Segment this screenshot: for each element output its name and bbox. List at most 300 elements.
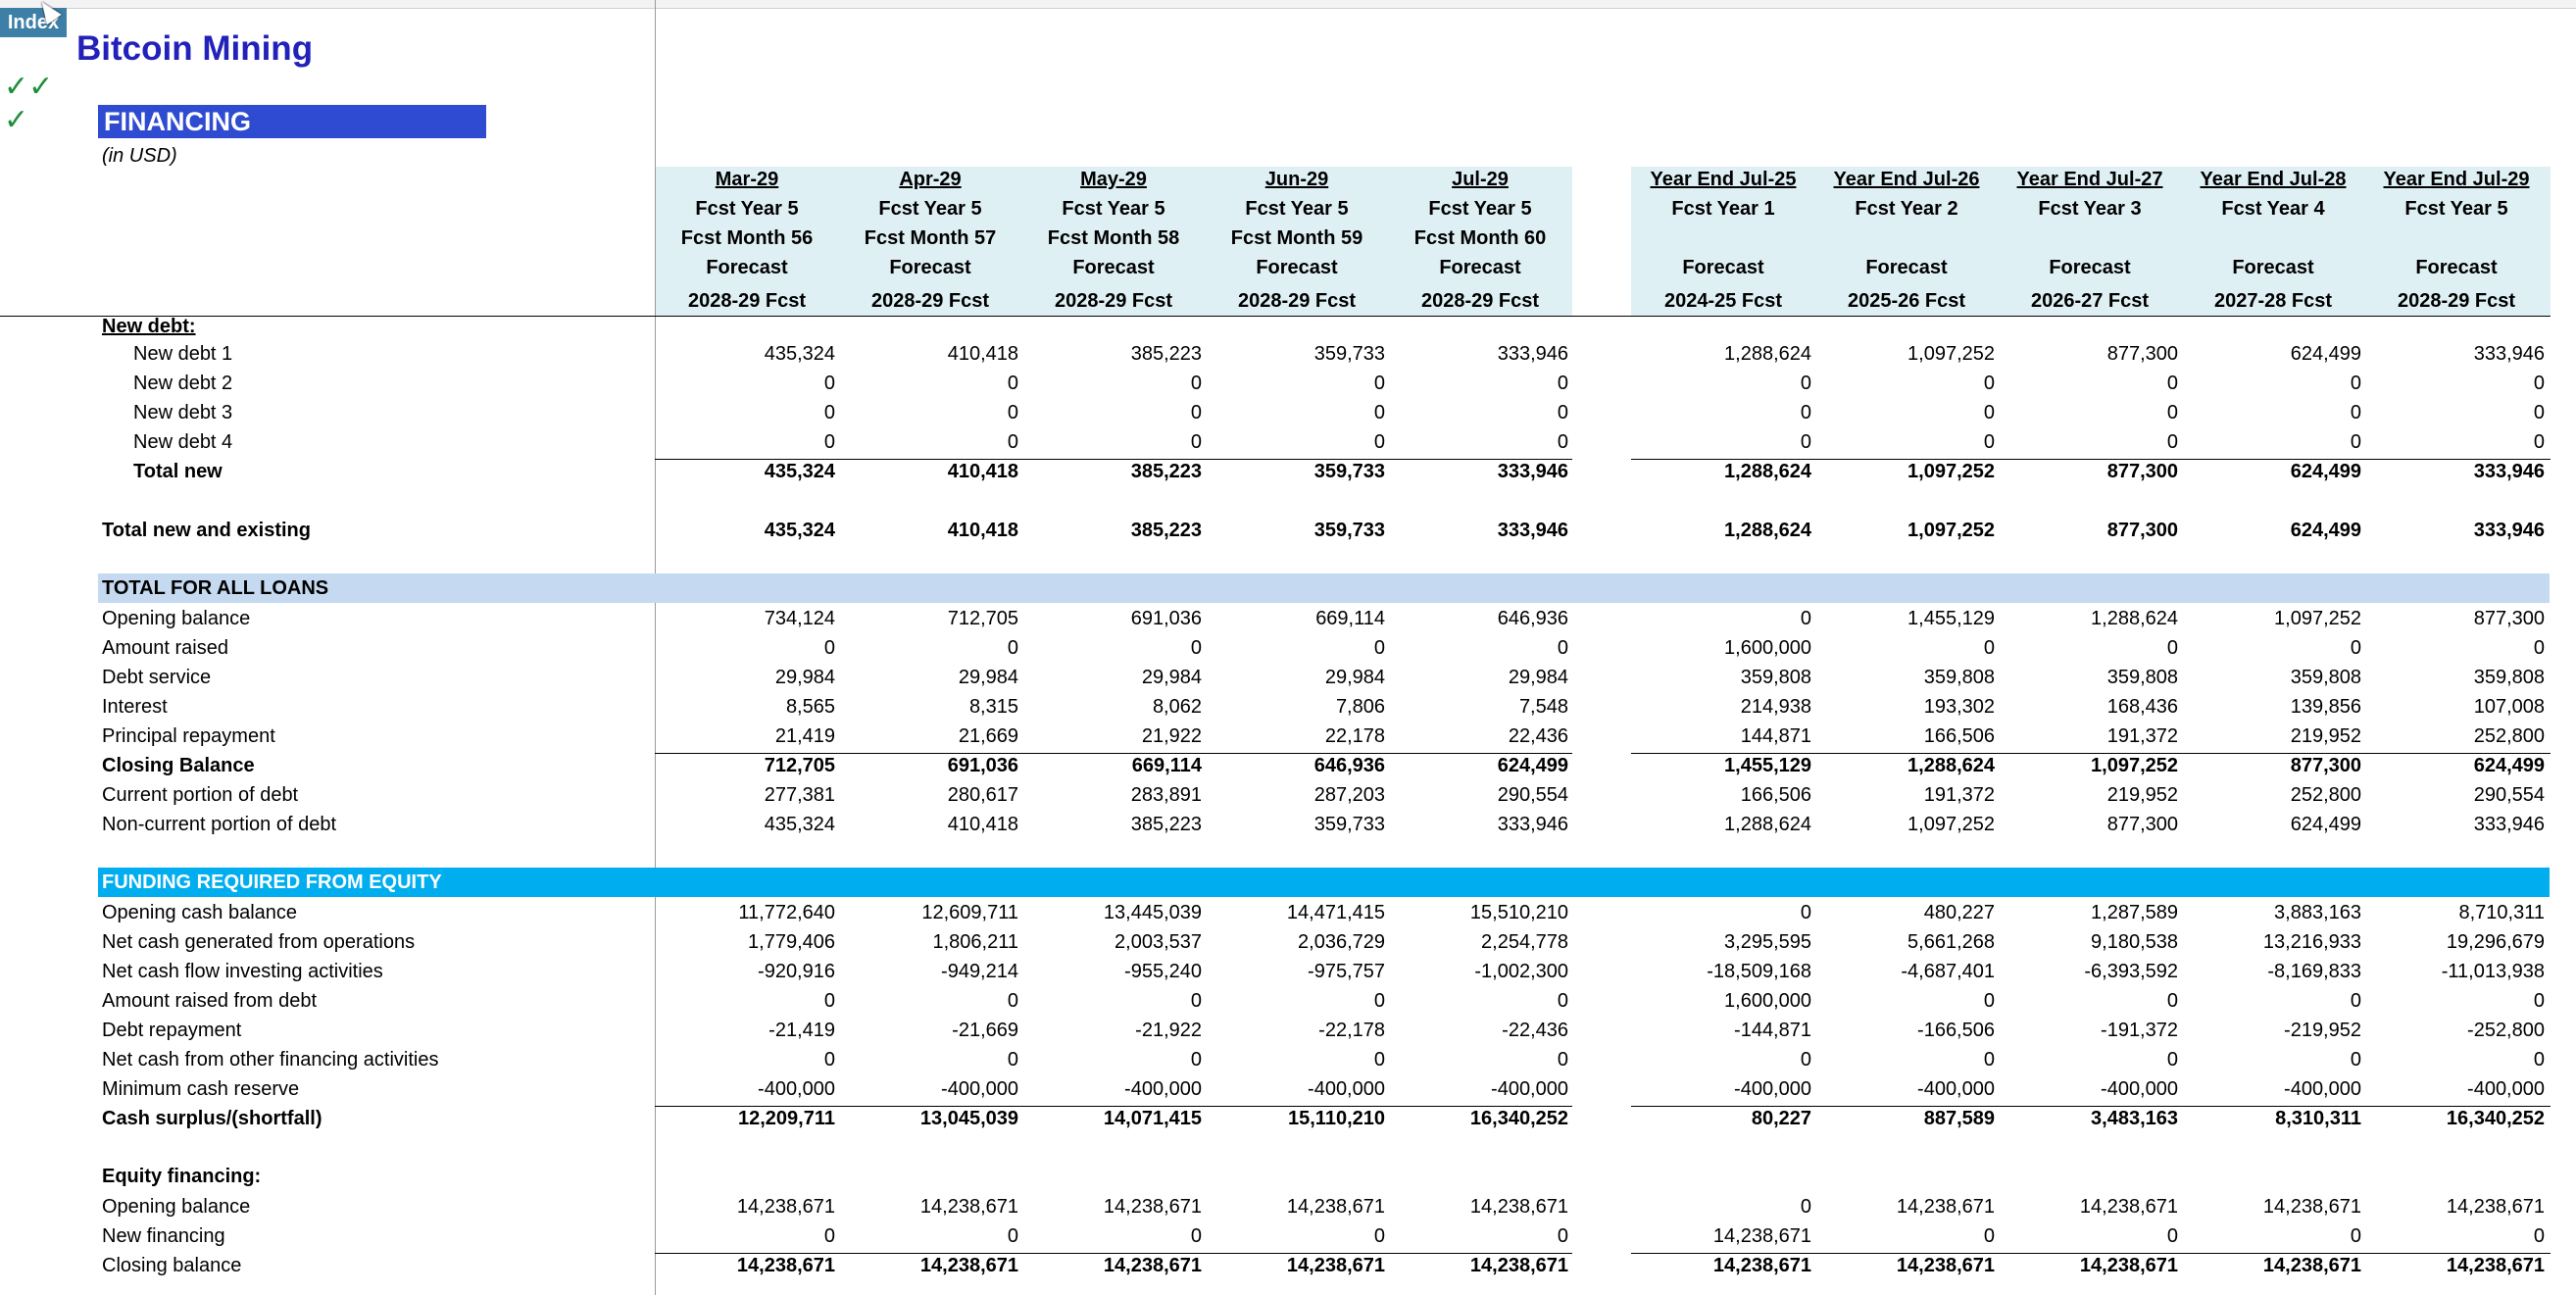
cell-value[interactable]: 1,097,252	[1907, 461, 1995, 482]
column-3-date: May-29	[1080, 169, 1147, 190]
cell-value[interactable]: 0	[2166, 1049, 2178, 1071]
cell-value[interactable]: 691,036	[947, 755, 1018, 776]
cell-value[interactable]: 29,984	[1508, 667, 1568, 688]
cell-value[interactable]: 0	[1800, 431, 1811, 453]
cell-value[interactable]: 359,733	[1313, 461, 1385, 482]
cell-value[interactable]: 0	[1800, 402, 1811, 423]
cell-value[interactable]: 5,661,268	[1907, 931, 1995, 953]
cell-value[interactable]: 0	[1190, 402, 1202, 423]
cell-value[interactable]: -144,871	[1734, 1020, 1811, 1041]
cell-value[interactable]: -400,000	[758, 1078, 835, 1100]
cell-value[interactable]: 435,324	[764, 343, 835, 365]
cell-value[interactable]: 13,445,039	[1103, 902, 1202, 923]
cell-value[interactable]: 11,772,640	[738, 902, 835, 923]
cell-value[interactable]: 0	[2533, 431, 2545, 453]
cell-value[interactable]: 0	[1190, 1049, 1202, 1071]
cell-value[interactable]: 0	[2350, 990, 2361, 1012]
cell-value[interactable]: 1,097,252	[1907, 814, 1995, 835]
cell-value[interactable]: 14,071,415	[1103, 1108, 1202, 1129]
cell-value[interactable]: 13,045,039	[919, 1108, 1018, 1129]
cell-value[interactable]: 877,300	[2290, 755, 2361, 776]
row-label: Opening balance	[102, 608, 251, 629]
cell-value[interactable]: 0	[823, 637, 835, 659]
cell-value[interactable]: 0	[1007, 1049, 1018, 1071]
cell-value[interactable]: 435,324	[764, 814, 835, 835]
cell-value[interactable]: 0	[1983, 431, 1995, 453]
cell-value[interactable]: 0	[1557, 431, 1568, 453]
cell-value[interactable]: 14,471,415	[1286, 902, 1385, 923]
cell-value[interactable]: -22,436	[1502, 1020, 1568, 1041]
row-label: Debt service	[102, 667, 212, 688]
cell-value[interactable]: 410,418	[947, 461, 1018, 482]
cell-value[interactable]: 29,984	[1324, 667, 1385, 688]
cell-value[interactable]: 0	[1007, 637, 1018, 659]
cell-value[interactable]: 0	[2350, 402, 2361, 423]
column-4-year: Fcst Year 5	[1245, 198, 1349, 220]
column-5-month: Fcst Month 60	[1413, 227, 1547, 249]
cell-value[interactable]: 14,238,671	[2446, 1196, 2545, 1218]
cell-value[interactable]: 2,036,729	[1298, 931, 1385, 953]
cell-value[interactable]: 1,806,211	[932, 931, 1018, 953]
cell-value[interactable]: 0	[1373, 373, 1385, 394]
cell-value[interactable]: 3,295,595	[1724, 931, 1811, 953]
row-label: Interest	[102, 696, 168, 718]
cell-value[interactable]: 0	[1007, 431, 1018, 453]
double-check-icon[interactable]: ✓✓	[4, 71, 54, 103]
column-8-type: Forecast	[2049, 257, 2131, 278]
cell-value[interactable]: -920,916	[758, 961, 835, 982]
cell-value[interactable]: 0	[2350, 637, 2361, 659]
cell-value[interactable]: 277,381	[764, 784, 835, 806]
cell-value[interactable]: 19,296,679	[2446, 931, 2545, 953]
column-9-type: Forecast	[2232, 257, 2314, 278]
cell-value[interactable]: 191,372	[2106, 725, 2178, 747]
cell-value[interactable]: 14,238,671	[1469, 1255, 1568, 1276]
cell-value[interactable]: -21,669	[952, 1020, 1018, 1041]
cell-value[interactable]: 0	[1800, 902, 1811, 923]
cell-value[interactable]: 646,936	[1313, 755, 1385, 776]
cell-value[interactable]: 0	[2533, 402, 2545, 423]
cell-value[interactable]: -1,002,300	[1474, 961, 1568, 982]
cell-value[interactable]: 166,506	[1740, 784, 1811, 806]
column-1-month: Fcst Month 56	[680, 227, 814, 249]
cell-value[interactable]: 14,238,671	[2262, 1255, 2361, 1276]
cell-value[interactable]: 669,114	[1315, 608, 1385, 629]
index-button[interactable]: Index	[0, 8, 67, 37]
cell-value[interactable]: 0	[1007, 990, 1018, 1012]
cell-value[interactable]: -21,922	[1135, 1020, 1202, 1041]
cell-value[interactable]: 0	[1190, 1225, 1202, 1247]
cell-value[interactable]: 877,300	[2473, 608, 2545, 629]
cell-value[interactable]: 14,238,671	[1896, 1255, 1995, 1276]
cell-value[interactable]: 0	[2533, 1049, 2545, 1071]
cell-value[interactable]: -955,240	[1124, 961, 1202, 982]
cell-value[interactable]: 0	[1557, 637, 1568, 659]
total-loans-band	[98, 573, 2550, 603]
cell-value[interactable]: 0	[1983, 1049, 1995, 1071]
total-rule	[1631, 753, 2551, 754]
cell-value[interactable]: 359,808	[2106, 667, 2178, 688]
row-label: Total new and existing	[102, 520, 311, 541]
cell-value[interactable]: -400,000	[2284, 1078, 2361, 1100]
cell-value[interactable]: 1,288,624	[2091, 608, 2178, 629]
cell-value[interactable]: 0	[1983, 990, 1995, 1012]
cell-value[interactable]: 12,609,711	[921, 902, 1018, 923]
cell-value[interactable]: 0	[2533, 373, 2545, 394]
cell-value[interactable]: 0	[2350, 1049, 2361, 1071]
cell-value[interactable]: 0	[1007, 402, 1018, 423]
column-4-month: Fcst Month 59	[1230, 227, 1363, 249]
cell-value[interactable]: 333,946	[1497, 461, 1568, 482]
cell-value[interactable]: 139,856	[2290, 696, 2361, 718]
cell-value[interactable]: 0	[1557, 1225, 1568, 1247]
cell-value[interactable]: 29,984	[958, 667, 1018, 688]
column-9-fy: 2027-28 Fcst	[2213, 290, 2333, 312]
cell-value[interactable]: 14,238,671	[2079, 1255, 2178, 1276]
cell-value[interactable]: 0	[1190, 990, 1202, 1012]
total-rule	[655, 1106, 1572, 1107]
cell-value[interactable]: 0	[2166, 373, 2178, 394]
cell-value[interactable]: 80,227	[1751, 1108, 1811, 1129]
column-1-date: Mar-29	[715, 169, 779, 190]
cell-value[interactable]: 3,483,163	[2091, 1108, 2178, 1129]
cell-value[interactable]: 1,097,252	[1907, 520, 1995, 541]
row-label: Amount raised	[102, 637, 228, 659]
column-5-type: Forecast	[1439, 257, 1521, 278]
column-4-type: Forecast	[1256, 257, 1338, 278]
cell-value[interactable]: 333,946	[2473, 520, 2545, 541]
cell-value[interactable]: 359,733	[1313, 520, 1385, 541]
cell-value[interactable]: 0	[2533, 637, 2545, 659]
cell-value[interactable]: 691,036	[1130, 608, 1202, 629]
cell-value[interactable]: 13,216,933	[2262, 931, 2361, 953]
cell-value[interactable]: 0	[1373, 637, 1385, 659]
cell-value[interactable]: 0	[1373, 990, 1385, 1012]
cell-value[interactable]: 1,288,624	[1724, 814, 1811, 835]
cell-value[interactable]: 0	[1557, 1049, 1568, 1071]
cell-value[interactable]: 14,238,671	[2079, 1196, 2178, 1218]
column-10-year: Fcst Year 5	[2404, 198, 2508, 220]
row-label: Net cash generated from operations	[102, 931, 416, 953]
total-rule	[655, 1253, 1572, 1254]
column-3-type: Forecast	[1072, 257, 1155, 278]
cell-value[interactable]: 877,300	[2106, 461, 2178, 482]
cell-value[interactable]: 385,223	[1130, 814, 1202, 835]
cell-value[interactable]: 877,300	[2106, 814, 2178, 835]
cell-value[interactable]: 0	[823, 402, 835, 423]
cell-value[interactable]: 2,003,537	[1115, 931, 1202, 953]
cell-value[interactable]: -400,000	[2467, 1078, 2545, 1100]
cell-value[interactable]: -8,169,833	[2267, 961, 2361, 982]
cell-value[interactable]: 0	[1373, 1049, 1385, 1071]
cell-value[interactable]: 624,499	[2473, 755, 2545, 776]
cell-value[interactable]: 0	[2166, 431, 2178, 453]
cell-value[interactable]: -6,393,592	[2084, 961, 2178, 982]
cell-value[interactable]: 0	[2350, 1225, 2361, 1247]
cell-value[interactable]: 887,589	[1923, 1108, 1995, 1129]
column-2-month: Fcst Month 57	[864, 227, 997, 249]
cell-value[interactable]: 0	[1983, 402, 1995, 423]
cell-value[interactable]: -252,800	[2467, 1020, 2545, 1041]
cell-value[interactable]: 214,938	[1740, 696, 1811, 718]
total-rule	[1631, 1253, 2551, 1254]
cell-value[interactable]: 290,554	[2473, 784, 2545, 806]
column-7-year: Fcst Year 2	[1855, 198, 1958, 220]
cell-value[interactable]: 14,238,671	[1469, 1196, 1568, 1218]
cell-value[interactable]: 9,180,538	[2091, 931, 2178, 953]
cell-value[interactable]: 624,499	[2290, 461, 2361, 482]
cell-value[interactable]: 15,110,210	[1288, 1108, 1385, 1129]
cell-value[interactable]: 435,324	[764, 520, 835, 541]
cell-value[interactable]: 1,288,624	[1907, 755, 1995, 776]
cell-value[interactable]: 12,209,711	[738, 1108, 835, 1129]
cell-value[interactable]: 16,340,252	[2446, 1108, 2545, 1129]
cell-value[interactable]: 1,097,252	[2274, 608, 2361, 629]
cell-value[interactable]: 0	[1800, 1196, 1811, 1218]
cell-value[interactable]: 624,499	[2290, 343, 2361, 365]
cell-value[interactable]: 669,114	[1131, 755, 1202, 776]
cell-value[interactable]: 168,436	[2106, 696, 2178, 718]
cell-value[interactable]: 14,238,671	[1712, 1255, 1811, 1276]
column-10-type: Forecast	[2415, 257, 2498, 278]
column-5-year: Fcst Year 5	[1428, 198, 1532, 220]
cell-value[interactable]: 359,808	[1740, 667, 1811, 688]
cell-value[interactable]: 2,254,778	[1481, 931, 1568, 953]
cell-value[interactable]: 624,499	[2290, 520, 2361, 541]
cell-value[interactable]: 1,287,589	[2091, 902, 2178, 923]
cell-value[interactable]: 359,733	[1313, 814, 1385, 835]
cell-value[interactable]: 0	[1007, 1225, 1018, 1247]
cell-value[interactable]: 1,288,624	[1724, 461, 1811, 482]
check-icon[interactable]: ✓	[4, 104, 29, 136]
cell-value[interactable]: 1,455,129	[1907, 608, 1995, 629]
cell-value[interactable]: 333,946	[1497, 520, 1568, 541]
cell-value[interactable]: 0	[1557, 990, 1568, 1012]
column-2-date: Apr-29	[899, 169, 962, 190]
cell-value[interactable]: 7,548	[1518, 696, 1568, 718]
row-label: Minimum cash reserve	[102, 1078, 300, 1100]
cell-value[interactable]: 333,946	[1497, 343, 1568, 365]
row-label: New debt 1	[133, 343, 233, 365]
column-6-type: Forecast	[1682, 257, 1764, 278]
funding-required-band	[98, 868, 2550, 897]
cell-value[interactable]: 14,238,671	[1896, 1196, 1995, 1218]
cell-value[interactable]: 410,418	[947, 343, 1018, 365]
cell-value[interactable]: 8,565	[785, 696, 835, 718]
cell-value[interactable]: 359,733	[1313, 343, 1385, 365]
cell-value[interactable]: 0	[823, 1225, 835, 1247]
cell-value[interactable]: 0	[1190, 373, 1202, 394]
cell-value[interactable]: -400,000	[1491, 1078, 1568, 1100]
cell-value[interactable]: 0	[2533, 1225, 2545, 1247]
cell-value[interactable]: 7,806	[1335, 696, 1385, 718]
cell-value[interactable]: 0	[1983, 637, 1995, 659]
cell-value[interactable]: 14,238,671	[736, 1255, 835, 1276]
cell-value[interactable]: 333,946	[2473, 814, 2545, 835]
cell-value[interactable]: -400,000	[1734, 1078, 1811, 1100]
cell-value[interactable]: 0	[823, 990, 835, 1012]
cell-value[interactable]: 193,302	[1923, 696, 1995, 718]
cell-value[interactable]: 1,455,129	[1724, 755, 1811, 776]
cell-value[interactable]: 0	[2166, 990, 2178, 1012]
cell-value[interactable]: 435,324	[764, 461, 835, 482]
cell-value[interactable]: 8,315	[968, 696, 1018, 718]
cell-value[interactable]: 0	[1557, 373, 1568, 394]
cell-value[interactable]: 734,124	[764, 608, 835, 629]
cell-value[interactable]: 29,984	[1141, 667, 1202, 688]
cell-value[interactable]: 252,800	[2473, 725, 2545, 747]
cell-value[interactable]: 1,288,624	[1724, 343, 1811, 365]
cell-value[interactable]: 14,238,671	[1712, 1225, 1811, 1247]
cell-value[interactable]: 385,223	[1130, 343, 1202, 365]
cell-value[interactable]: 877,300	[2106, 343, 2178, 365]
cell-value[interactable]: 0	[1190, 637, 1202, 659]
cell-value[interactable]: 0	[1800, 373, 1811, 394]
cell-value[interactable]: 14,238,671	[2262, 1196, 2361, 1218]
cell-value[interactable]: -400,000	[1308, 1078, 1385, 1100]
cell-value[interactable]: 0	[1800, 608, 1811, 629]
cell-value[interactable]: 22,178	[1324, 725, 1385, 747]
cell-value[interactable]: 22,436	[1508, 725, 1568, 747]
cell-value[interactable]: -400,000	[1124, 1078, 1202, 1100]
cell-value[interactable]: 0	[1373, 431, 1385, 453]
cell-value[interactable]: 21,419	[774, 725, 835, 747]
cell-value[interactable]: 0	[1373, 402, 1385, 423]
cell-value[interactable]: 280,617	[947, 784, 1018, 806]
cell-value[interactable]: 14,238,671	[1286, 1196, 1385, 1218]
cell-value[interactable]: 712,705	[764, 755, 835, 776]
cell-value[interactable]: -400,000	[1917, 1078, 1995, 1100]
cell-value[interactable]: 14,238,671	[2446, 1255, 2545, 1276]
cell-value[interactable]: 252,800	[2290, 784, 2361, 806]
cell-value[interactable]: 877,300	[2106, 520, 2178, 541]
header-bottom-border	[0, 316, 2551, 317]
row-label: Current portion of debt	[102, 784, 299, 806]
cell-value[interactable]: 283,891	[1130, 784, 1202, 806]
cell-value[interactable]: -11,013,938	[2441, 961, 2545, 982]
cell-value[interactable]: -400,000	[941, 1078, 1018, 1100]
total-rule	[655, 459, 1572, 460]
cell-value[interactable]: 480,227	[1923, 902, 1995, 923]
cell-value[interactable]: 0	[1983, 1225, 1995, 1247]
cell-value[interactable]: -949,214	[941, 961, 1018, 982]
cell-value[interactable]: 290,554	[1497, 784, 1568, 806]
cell-value[interactable]: 0	[823, 431, 835, 453]
cell-value[interactable]: 0	[2350, 373, 2361, 394]
cell-value[interactable]: -400,000	[2101, 1078, 2178, 1100]
cell-value[interactable]: 0	[1557, 402, 1568, 423]
cell-value[interactable]: 333,946	[2473, 343, 2545, 365]
cell-value[interactable]: 1,600,000	[1724, 990, 1811, 1012]
cell-value[interactable]: 1,097,252	[2091, 755, 2178, 776]
cell-value[interactable]: 624,499	[2290, 814, 2361, 835]
workbook-title: Bitcoin Mining	[76, 29, 314, 68]
column-10-fy: 2028-29 Fcst	[2397, 290, 2516, 312]
column-4-fy: 2028-29 Fcst	[1237, 290, 1357, 312]
cell-value[interactable]: 0	[2166, 637, 2178, 659]
cell-value[interactable]: 646,936	[1497, 608, 1568, 629]
cell-value[interactable]: 29,984	[774, 667, 835, 688]
cell-value[interactable]: 107,008	[2473, 696, 2545, 718]
cell-value[interactable]: 1,097,252	[1907, 343, 1995, 365]
cell-value[interactable]: 0	[2166, 402, 2178, 423]
cell-value[interactable]: 1,288,624	[1724, 520, 1811, 541]
cell-value[interactable]: 0	[1983, 373, 1995, 394]
cell-value[interactable]: 0	[2350, 431, 2361, 453]
cell-value[interactable]: 0	[2166, 1225, 2178, 1247]
cell-value[interactable]: 14,238,671	[919, 1255, 1018, 1276]
cell-value[interactable]: -4,687,401	[1901, 961, 1995, 982]
cell-value[interactable]: 0	[2533, 990, 2545, 1012]
cell-value[interactable]: 0	[1190, 431, 1202, 453]
column-7-type: Forecast	[1865, 257, 1948, 278]
cell-value[interactable]: 144,871	[1740, 725, 1811, 747]
cell-value[interactable]: 14,238,671	[1286, 1255, 1385, 1276]
cell-value[interactable]: 0	[1007, 373, 1018, 394]
cell-value[interactable]: 359,808	[1923, 667, 1995, 688]
row-label: New debt 3	[133, 402, 233, 423]
cell-value[interactable]: 333,946	[2473, 461, 2545, 482]
cell-value[interactable]: 8,710,311	[2458, 902, 2545, 923]
cell-value[interactable]: -191,372	[2101, 1020, 2178, 1041]
cell-value[interactable]: -166,506	[1917, 1020, 1995, 1041]
cell-value[interactable]: -22,178	[1318, 1020, 1385, 1041]
cell-value[interactable]: 1,600,000	[1724, 637, 1811, 659]
cell-value[interactable]: 21,669	[958, 725, 1018, 747]
cell-value[interactable]: -219,952	[2284, 1020, 2361, 1041]
cell-value[interactable]: 333,946	[1497, 814, 1568, 835]
cell-value[interactable]: 14,238,671	[1103, 1196, 1202, 1218]
cell-value[interactable]: 219,952	[2106, 784, 2178, 806]
cell-value[interactable]: 712,705	[947, 608, 1018, 629]
cell-value[interactable]: 166,506	[1923, 725, 1995, 747]
cell-value[interactable]: 410,418	[947, 814, 1018, 835]
column-9-year: Fcst Year 4	[2221, 198, 2325, 220]
cell-value[interactable]: 624,499	[1497, 755, 1568, 776]
cell-value[interactable]: 219,952	[2290, 725, 2361, 747]
row-label: Opening balance	[102, 1196, 251, 1218]
cell-value[interactable]: 21,922	[1141, 725, 1202, 747]
cell-value[interactable]: -21,419	[768, 1020, 835, 1041]
cell-value[interactable]: 410,418	[947, 520, 1018, 541]
cell-value[interactable]: 8,310,311	[2275, 1108, 2361, 1129]
cell-value[interactable]: 8,062	[1152, 696, 1202, 718]
cell-value[interactable]: 0	[1800, 1049, 1811, 1071]
cell-value[interactable]: 191,372	[1923, 784, 1995, 806]
cell-value[interactable]: 14,238,671	[1103, 1255, 1202, 1276]
cell-value[interactable]: 14,238,671	[736, 1196, 835, 1218]
column-1-type: Forecast	[706, 257, 788, 278]
cell-value[interactable]: 359,808	[2473, 667, 2545, 688]
total-rule	[1631, 459, 2551, 460]
column-7-fy: 2025-26 Fcst	[1847, 290, 1966, 312]
cell-value[interactable]: 14,238,671	[919, 1196, 1018, 1218]
cell-value[interactable]: 15,510,210	[1469, 902, 1568, 923]
cell-value[interactable]: 359,808	[2290, 667, 2361, 688]
cell-value[interactable]: 0	[1373, 1225, 1385, 1247]
cell-value[interactable]: 0	[823, 1049, 835, 1071]
cell-value[interactable]: 1,779,406	[748, 931, 835, 953]
cell-value[interactable]: -975,757	[1308, 961, 1385, 982]
cell-value[interactable]: 16,340,252	[1469, 1108, 1568, 1129]
cell-value[interactable]: -18,509,168	[1707, 961, 1811, 982]
column-header-strip	[0, 0, 2576, 9]
cell-value[interactable]: 385,223	[1130, 520, 1202, 541]
cell-value[interactable]: 287,203	[1313, 784, 1385, 806]
cell-value[interactable]: 3,883,163	[2274, 902, 2361, 923]
cell-value[interactable]: 0	[823, 373, 835, 394]
cell-value[interactable]: 385,223	[1130, 461, 1202, 482]
